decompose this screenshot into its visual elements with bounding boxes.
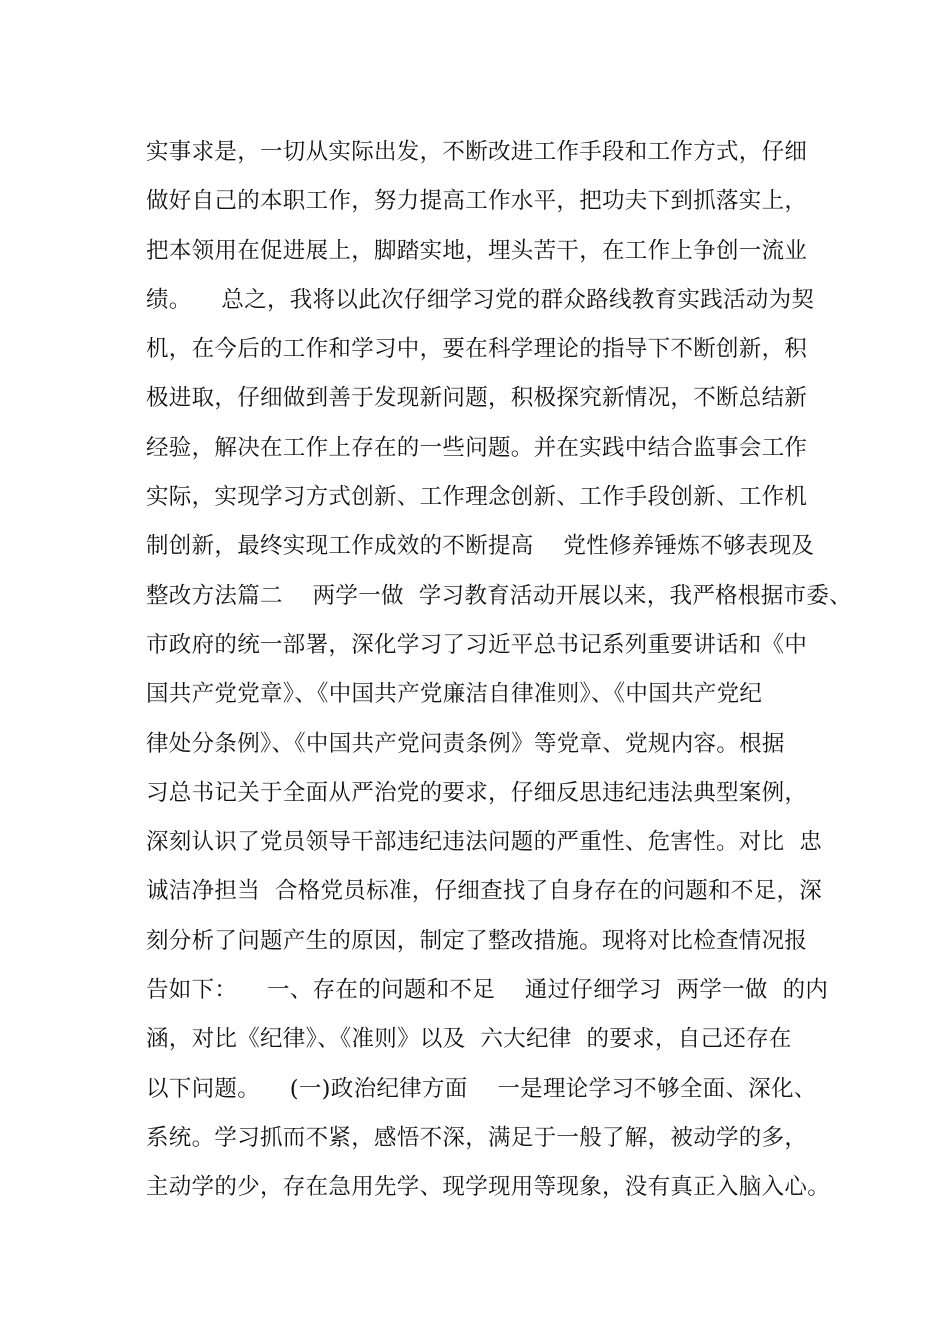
text-line: 机，在今后的工作和学习中，要在科学理论的指导下不断创新，积 [146,336,808,363]
text-line: 做好自己的本职工作，努力提高工作水平，把功夫下到抓落实上， [146,188,808,215]
text-line: 把本领用在促进展上，脚踏实地，埋头苦干，在工作上争创一流业 [146,237,808,264]
text-line: 习总书记关于全面从严治党的要求，仔细反思违纪违法典型案例， [146,779,808,806]
text-line: 以下问题。 (一)政治纪律方面 一是理论学习不够全面、深化、 [146,1075,817,1102]
text-line: 绩。 总之，我将以此次仔细学习党的群众路线教育实践活动为契 [146,286,815,313]
text-line: 市政府的统一部署，深化学习了习近平总书记系列重要讲话和《中 [146,631,808,658]
text-line: 诚洁净担当 合格党员标准，仔细查找了自身存在的问题和不足，深 [146,878,823,905]
body-text [146,128,852,1213]
text-line: 系统。学习抓而不紧，感悟不深，满足于一般了解，被动学的多， [146,1124,808,1151]
text-line: 国共产党党章》、《中国共产党廉洁自律准则》、《中国共产党纪 [146,681,763,708]
text-line: 告如下： 一、存在的问题和不足 通过仔细学习 两学一做 的内 [146,977,829,1004]
text-line: 律处分条例》、《中国共产党问责条例》等党章、党规内容。根据 [146,730,785,757]
text-line: 主动学的少，存在急用先学、现学现用等现象，没有真正入脑入心。 [146,1174,831,1201]
text-line: 实事求是，一切从实际出发，不断改进工作手段和工作方式，仔细 [146,139,808,165]
text-line: 制创新，最终实现工作成效的不断提高 党性修养锤炼不够表现及 [146,533,815,560]
text-line: 整改方法篇二 两学一做 学习教育活动开展以来，我严格根据市委、 [146,582,852,609]
text-line: 经验，解决在工作上存在的一些问题。并在实践中结合监事会工作 [146,434,808,461]
text-line: 刻分析了问题产生的原因，制定了整改措施。现将对比检查情况报 [146,927,808,954]
text-line: 涵，对比《纪律》、《准则》以及 六大纪律 的要求，自己还存在 [146,1026,792,1053]
text-line: 深刻认识了党员领导干部违纪违法问题的严重性、危害性。对比 忠 [146,829,823,856]
text-line: 实际，实现学习方式创新、工作理念创新、工作手段创新、工作机 [146,484,808,511]
text-line: 极进取，仔细做到善于发现新问题，积极探究新情况，不断总结新 [146,385,808,412]
